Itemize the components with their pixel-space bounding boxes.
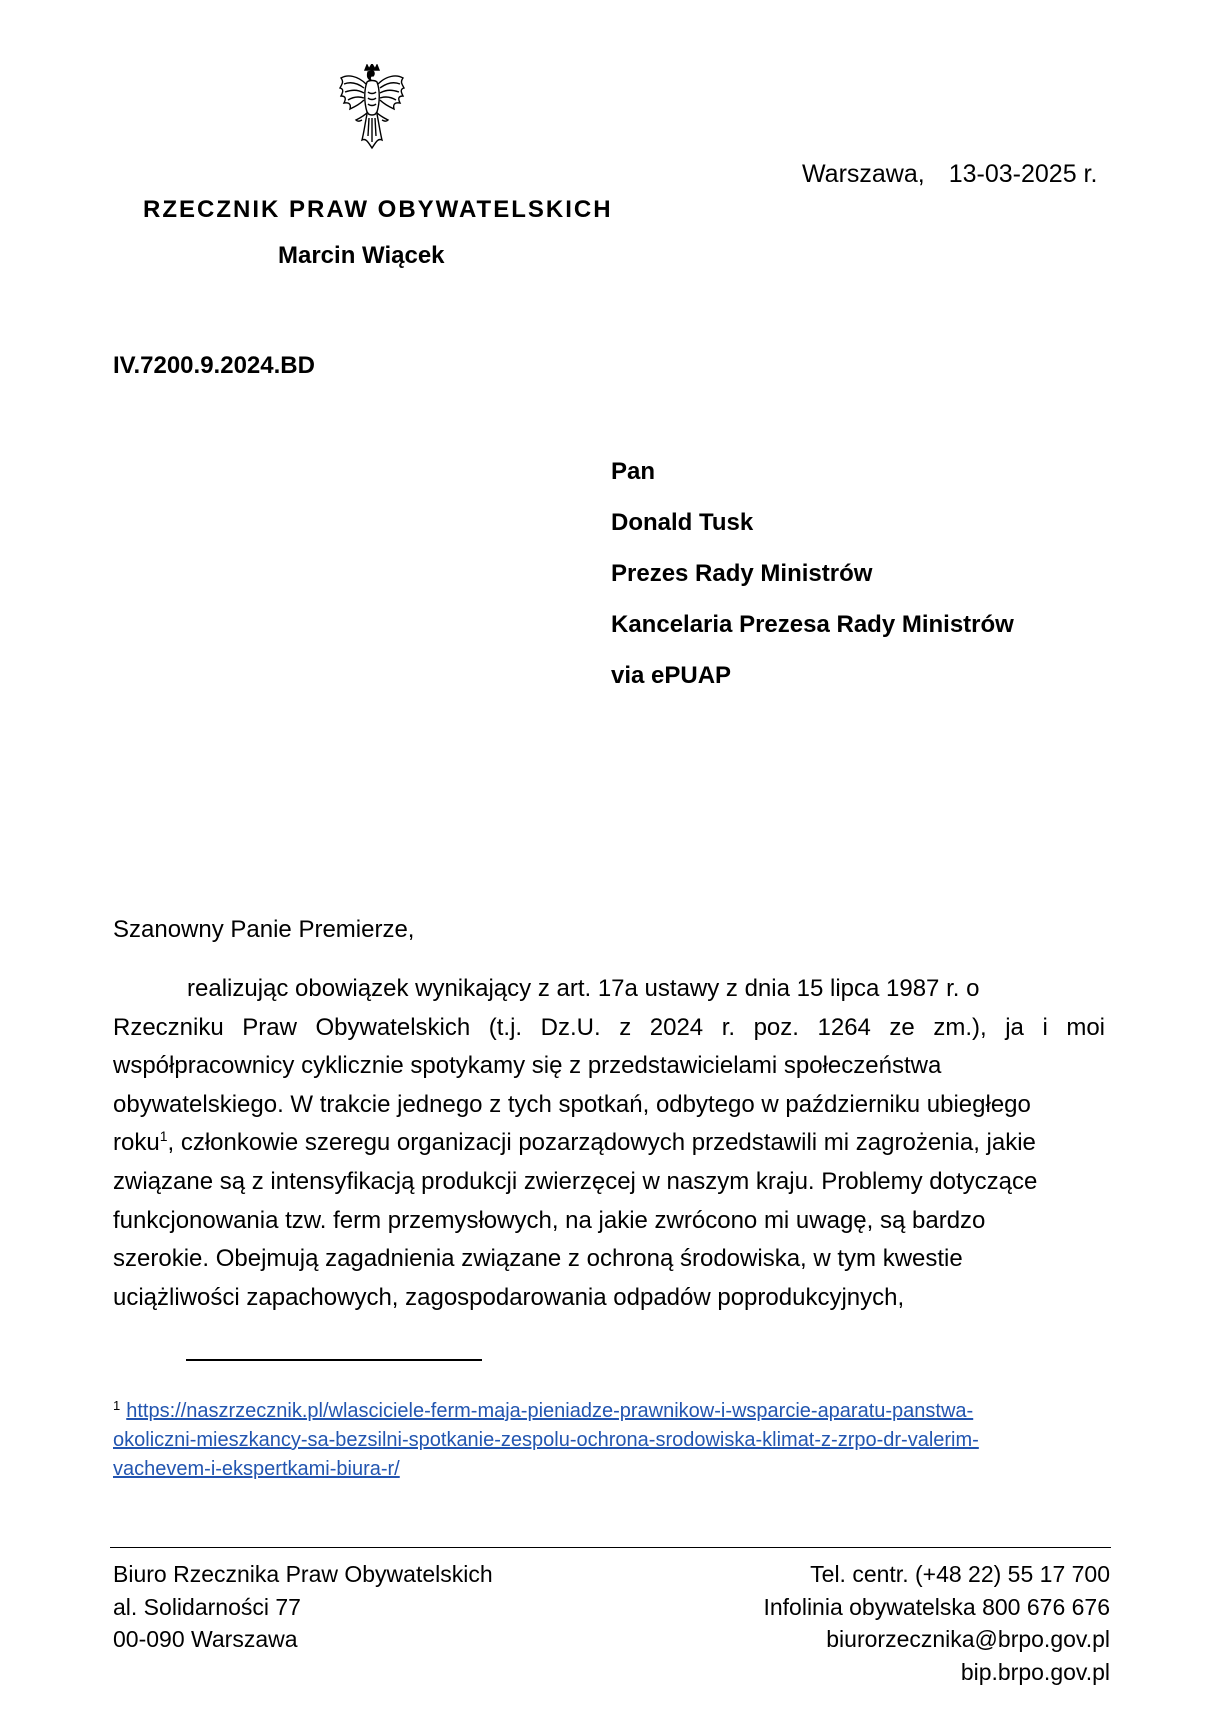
footer-address-line: 00-090 Warszawa: [113, 1626, 298, 1652]
case-reference: IV.7200.9.2024.BD: [113, 352, 315, 379]
footer-contact: [640, 1559, 1110, 1689]
footnote-line: [113, 1427, 1113, 1456]
footer-website[interactable]: bip.brpo.gov.pl: [960, 1658, 1110, 1685]
footer-divider: [110, 1547, 1111, 1548]
footnote-reference[interactable]: 1: [159, 1128, 168, 1145]
footnote-mark: 1: [113, 1398, 121, 1413]
document-date: [802, 160, 1097, 189]
body-line: [113, 1128, 1113, 1167]
eagle-icon: [338, 64, 406, 150]
body-line: szerokie. Obejmują zagadnienia związane z ochroną środowiska, w tym kwestie: [113, 1245, 963, 1273]
body-line: uciążliwości zapachowych, zagospodarowania odpadów poprodukcyjnych,: [113, 1283, 905, 1311]
addressee-line: Kancelaria Prezesa Rady Ministrów: [611, 611, 1014, 638]
addressee-line: Pan: [611, 458, 656, 485]
institution-name: RZECZNIK PRAW OBYWATELSKICH: [143, 196, 613, 223]
footer-address-line: al. Solidarności 77: [113, 1593, 301, 1620]
footnote-line: [113, 1398, 1113, 1427]
footnote-separator: [186, 1359, 482, 1361]
date-place: Warszawa,: [802, 160, 925, 188]
body-line: związane są z intensyfikacją produkcji zwierzęcej w naszym kraju. Problemy dotyczące: [113, 1167, 1038, 1195]
body-line: obywatelskiego. W trakcie jednego z tych spotkań, odbytego w październiku ubiegłego: [113, 1090, 1031, 1118]
addressee-line: via ePUAP: [611, 662, 732, 689]
footnote-link[interactable]: https://naszrzecznik.pl/wlasciciele-ferm-maja-pieniadze-prawnikow-i-wsparcie-aparatu-panstwa-: [126, 1400, 974, 1422]
footer-email[interactable]: biurorzecznika@brpo.gov.pl: [826, 1626, 1110, 1652]
footnote-link[interactable]: okoliczni-mieszkancy-sa-bezsilni-spotkanie-zespolu-ochrona-srodowiska-klimat-z-zrpo-dr-valerim-: [113, 1429, 979, 1451]
body-line: współpracownicy cyklicznie spotykamy się z przedstawicielami społeczeństwa: [113, 1052, 942, 1080]
addressee-line: Prezes Rady Ministrów: [611, 560, 873, 587]
body-line: funkcjonowania tzw. ferm przemysłowych, na jakie zwrócono mi uwagę, są bardzo: [113, 1206, 986, 1234]
addressee-line: Donald Tusk: [611, 509, 754, 536]
ombudsman-name: Marcin Wiącek: [278, 242, 445, 269]
polish-eagle-emblem: [338, 64, 406, 150]
footer-address: [113, 1559, 493, 1657]
body-text-fragment: roku: [113, 1129, 160, 1157]
body-line: Rzeczniku Praw Obywatelskich (t.j. Dz.U. z 2024 r. poz. 1264 ze zm.), ja i moi: [113, 1013, 1105, 1041]
footnote: [113, 1398, 1113, 1485]
letter-body: [113, 974, 1113, 1321]
footer-hotline: Infolinia obywatelska 800 676 676: [763, 1593, 1110, 1620]
footnote-link[interactable]: vachevem-i-ekspertkami-biura-r/: [113, 1458, 400, 1480]
salutation: Szanowny Panie Premierze,: [113, 916, 415, 943]
body-text-fragment: , członkowie szeregu organizacji pozarządowych przedstawili mi zagrożenia, jakie: [167, 1129, 1036, 1157]
addressee-block: [611, 458, 1014, 713]
footer-address-line: Biuro Rzecznika Praw Obywatelskich: [113, 1561, 493, 1587]
date-value: 13-03-2025 r.: [948, 160, 1098, 188]
footnote-line: [113, 1456, 1113, 1485]
body-line: realizując obowiązek wynikający z art. 17a ustawy z dnia 15 lipca 1987 r. o: [187, 975, 980, 1002]
footer-phone: Tel. centr. (+48 22) 55 17 700: [810, 1561, 1110, 1587]
